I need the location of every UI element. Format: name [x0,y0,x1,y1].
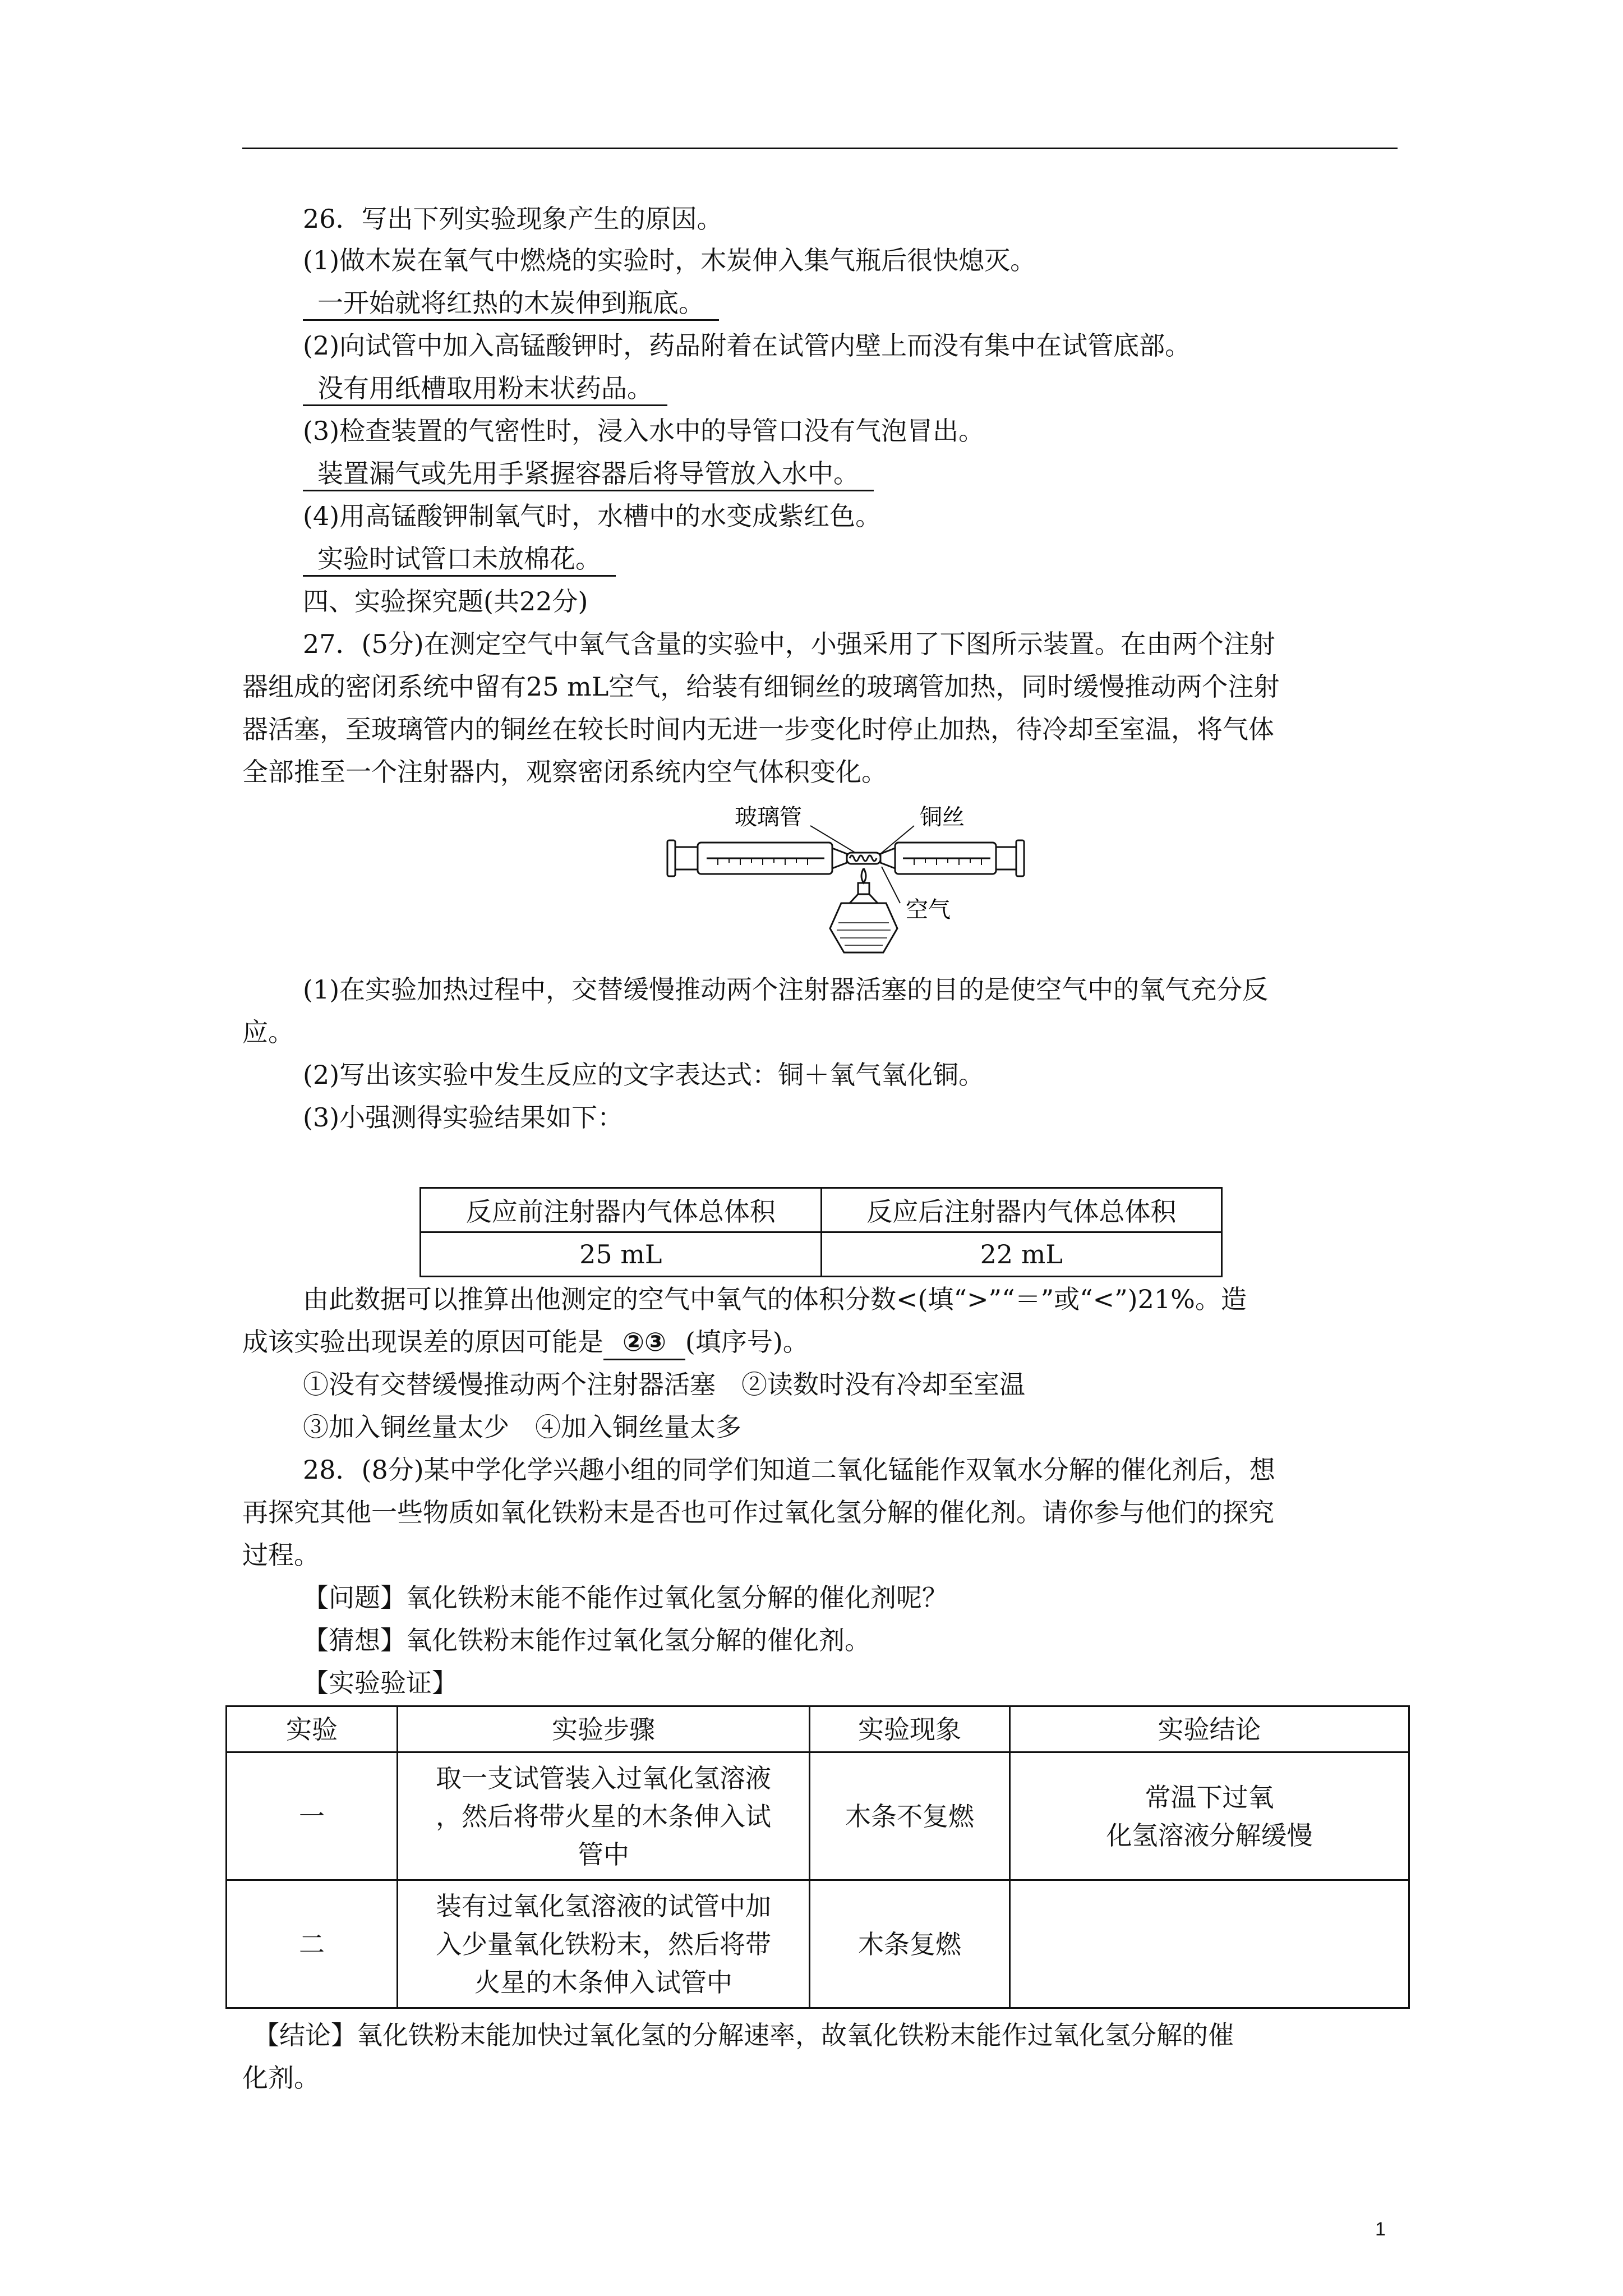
right-syringe [880,840,1024,876]
q27-intro-line3: 器活塞，至玻璃管内的铜丝在较长时间内无进一步变化时停止加热，待冷却至室温，将气体 [242,714,1274,744]
row1-conclusion: 常温下过氧 化氢溶液分解缓慢 [1010,1752,1409,1880]
row2-steps: 装有过氧化氢溶液的试管中加 入少量氧化铁粉末，然后将带 火星的木条伸入试管中 [398,1880,810,2008]
q27-inference-line1: 由此数据可以推算出他测定的空气中氧气的体积分数<(填“>”“＝”或“<”)21%。造 [303,1284,1247,1314]
air-label: 空气 [906,897,951,923]
header-rule [242,148,1398,149]
q27-part2: (2)写出该实验中发生反应的文字表达式：铜＋氧气氧化铜。 [303,1060,985,1090]
table-row [227,1752,1409,1880]
q28-intro-line2: 再探究其他一些物质如氧化铁粉末是否也可作过氧化氢分解的催化剂。请你参与他们的探究 [242,1497,1274,1527]
syringe-apparatus-figure [656,802,1038,965]
q27-options-line2: ③加入铜丝量太少 ④加入铜丝量太多 [303,1412,741,1442]
table-value-before: 25 mL [421,1232,822,1277]
glass-tube-label: 玻璃管 [735,804,802,830]
q27-part1-line1: (1)在实验加热过程中，交替缓慢推动两个注射器活塞的目的是使空气中的氧气充分反 [303,974,1269,1005]
q28-conclusion-line1: 【结论】氧化铁粉末能加快过氧化氢的分解速率，故氧化铁粉末能作过氧化氢分解的催 [253,2020,1234,2050]
table-header-before: 反应前注射器内气体总体积 [421,1188,822,1232]
copper-wire-label: 铜丝 [920,804,965,830]
table-row [227,1880,1409,2008]
q27-intro-line4: 全部推至一个注射器内，观察密闭系统内空气体积变化。 [242,757,887,787]
table-header-after: 反应后注射器内气体总体积 [821,1188,1222,1232]
q28-guess: 【猜想】氧化铁粉末能作过氧化氢分解的催化剂。 [303,1625,870,1655]
q28-experiment-table [225,1705,1410,2009]
col-header-steps: 实验步骤 [398,1706,810,1752]
row2-phenomenon: 木条复燃 [810,1880,1010,2008]
section-heading: 四、实验探究题(共22分) [303,586,588,616]
row1-phenomenon: 木条不复燃 [810,1752,1010,1880]
q27-part3: (3)小强测得实验结果如下： [303,1102,624,1133]
q27-inference-line2: 成该实验出现误差的原因可能是 ②③ (填序号)。 [242,1325,809,1360]
glass-tube [847,853,880,864]
q26-item1-question: (1)做木炭在氧气中燃烧的实验时，木炭伸入集气瓶后很快熄灭。 [303,245,1036,275]
q26-item4-answer: 实验时试管口未放棉花。 [303,544,616,577]
alcohol-lamp [830,868,897,953]
row2-id: 二 [227,1880,398,2008]
q28-intro-line1: 28．(8分)某中学化学兴趣小组的同学们知道二氧化锰能作双氧水分解的催化剂后，想 [303,1455,1275,1485]
q27-intro-line1: 27．(5分)在测定空气中氧气含量的实验中，小强采用了下图所示装置。在由两个注射 [303,629,1275,659]
row1-id: 一 [227,1752,398,1880]
q28-conclusion-line2: 化剂。 [242,2063,320,2093]
q28-verify-heading: 【实验验证】 [303,1668,458,1698]
q27-intro-line2: 器组成的密闭系统中留有25 mL空气，给装有细铜丝的玻璃管加热，同时缓慢推动两个注射 [242,671,1280,702]
page-number: 1 [1375,2219,1386,2240]
row1-steps: 取一支试管装入过氧化氢溶液 ，然后将带火星的木条伸入试 管中 [398,1752,810,1880]
q26-item3-question: (3)检查装置的气密性时，浸入水中的导管口没有气泡冒出。 [303,416,985,446]
col-header-phenomenon: 实验现象 [810,1706,1010,1752]
q27-options-line1: ①没有交替缓慢推动两个注射器活塞 ②读数时没有冷却至室温 [303,1369,1025,1400]
q27-answer-blank: ②③ [603,1325,685,1360]
q26-item3-answer: 装置漏气或先用手紧握容器后将导管放入水中。 [303,458,874,491]
row2-conclusion [1010,1880,1409,2008]
q26-item4-question: (4)用高锰酸钾制氧气时，水槽中的水变成紫红色。 [303,501,882,531]
q26-item1-answer: 一开始就将红热的木炭伸到瓶底。 [303,288,719,321]
q28-intro-line3: 过程。 [242,1540,320,1570]
q26-title: 26．写出下列实验现象产生的原因。 [303,204,723,234]
q27-part1-line2: 应。 [242,1017,294,1047]
col-header-conclusion: 实验结论 [1010,1706,1409,1752]
q26-item2-answer: 没有用纸槽取用粉末状药品。 [303,373,667,406]
q26-item2-question: (2)向试管中加入高锰酸钾时，药品附着在试管内壁上而没有集中在试管底部。 [303,330,1191,361]
q27-results-table [419,1187,1223,1277]
q28-question: 【问题】氧化铁粉末能不能作过氧化氢分解的催化剂呢？ [303,1582,948,1613]
table-value-after: 22 mL [821,1232,1222,1277]
col-header-experiment: 实验 [227,1706,398,1752]
left-syringe [667,840,847,876]
